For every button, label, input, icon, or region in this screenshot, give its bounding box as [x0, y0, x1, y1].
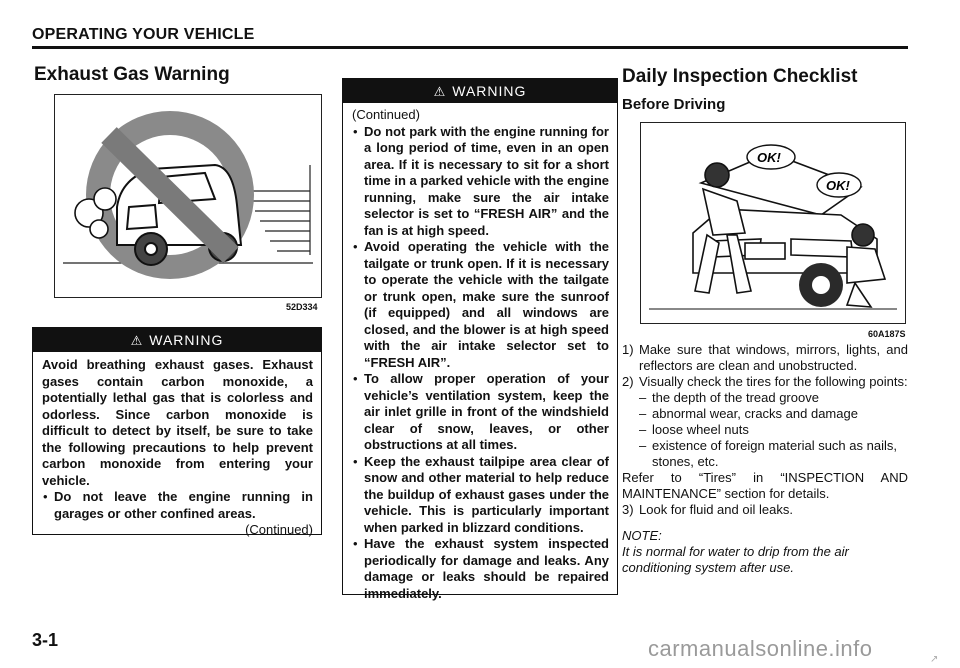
ok-label-1: OK! — [757, 150, 781, 165]
step-number: 1) — [622, 342, 634, 357]
step-number: 3) — [622, 502, 634, 517]
note-label: NOTE: — [622, 528, 662, 543]
page-header-title: OPERATING YOUR VEHICLE — [32, 26, 255, 43]
warning-header — [33, 328, 321, 352]
no-idle-car-illustration — [55, 95, 321, 297]
warning-bullet: • Do not park with the engine running for a long period of time, even in an open area. If it is necessary to sit for a short time in a parked vehicle with the engine running, make sure the air intake selector is set to “FRESH AIR” and the fan is at high speed. — [352, 124, 609, 240]
exhaust-figure — [54, 94, 322, 298]
daily-inspection-heading: Daily Inspection Checklist — [622, 66, 858, 87]
tire-point: – existence of foreign material such as nails, stones, etc. — [639, 438, 897, 469]
inspection-illustration — [641, 123, 905, 323]
step-3 — [622, 502, 908, 518]
warning-bullet: • To allow proper operation of your vehicle’s ventilation system, keep the air inlet grille in front of the windshield clear of snow, leaves, or other obstructions at all times. — [352, 371, 609, 454]
exhaust-gas-heading: Exhaust Gas Warning — [34, 64, 230, 85]
tire-point: – abnormal wear, cracks and damage — [639, 406, 858, 421]
step-number: 2) — [622, 374, 634, 389]
warning-bullet: • Keep the exhaust tailpipe area clear of snow and other material to help reduce the buildup of exhaust gases under the vehicle. This is particularly important when parked in blizzard conditions. — [352, 454, 609, 537]
warning-bullet: • Do not leave the engine running in garages or other confined areas. — [42, 489, 313, 522]
watermark-link[interactable]: carmanualsonline.info — [648, 636, 873, 661]
page-number: 3-1 — [32, 630, 59, 650]
exhaust-figure-code: 52D334 — [286, 302, 318, 312]
warning-continued: (Continued) — [245, 522, 313, 537]
inspection-figure-code: 60A187S — [868, 329, 906, 339]
step-1 — [622, 342, 908, 374]
warning-header — [343, 79, 617, 103]
tire-point: – loose wheel nuts — [639, 422, 749, 437]
ok-label-2: OK! — [826, 178, 850, 193]
warning-bullet: • Avoid operating the vehicle with the tailgate or trunk open. If it is necessary to operate the vehicle with the tailgate or trunk open, make sure the sunroof (if equipped) and all windows are closed, and the blower is at high speed with the air intake selector set to “FRESH AIR”. — [352, 239, 609, 371]
step-2 — [622, 374, 908, 390]
note-text: It is normal for water to drip from the air conditioning system after use. — [622, 544, 849, 575]
warning-label: WARNING — [452, 83, 527, 99]
tire-points — [622, 390, 908, 470]
step-text: Make sure that windows, mirrors, lights, and reflectors are clean and unobstructed. — [639, 342, 908, 373]
warning-continued: (Continued) — [352, 107, 420, 122]
warning-intro: Avoid breathing exhaust gases. Exhaust gases contain carbon monoxide, a potentially lethal gas that is colorless and odorless. Since carbon monoxide is difficult to detect by itself, be sure to take the following precautions to help prevent carbon monoxide from entering your vehicle. — [42, 357, 313, 488]
exhaust-warning-box — [32, 327, 322, 535]
continued-warning-box — [342, 78, 618, 601]
warning-body — [33, 352, 321, 543]
inspection-figure — [640, 122, 906, 324]
warning-triangle-icon: ⚠ — [130, 333, 144, 348]
warning-triangle-icon: ⚠ — [433, 84, 447, 99]
before-driving-subheading: Before Driving — [622, 96, 726, 113]
step-text: Look for fluid and oil leaks. — [639, 502, 793, 517]
tire-point: – the depth of the tread groove — [639, 390, 819, 405]
warning-bullet: • Have the exhaust system inspected periodically for damage and leaks. Any damage or leaks should be repaired immediately. — [352, 536, 609, 602]
corner-mark: ↗ — [930, 654, 939, 665]
warning-bullets — [352, 124, 609, 603]
warning-label: WARNING — [149, 332, 224, 348]
refer-text: Refer to “Tires” in “INSPECTION AND MAINTENANCE” section for details. — [622, 470, 908, 501]
inspection-text — [622, 342, 908, 576]
header-rule — [32, 46, 908, 49]
warning-bullets — [42, 489, 313, 522]
warning-body — [343, 103, 617, 606]
step-text: Visually check the tires for the following points: — [639, 374, 908, 389]
